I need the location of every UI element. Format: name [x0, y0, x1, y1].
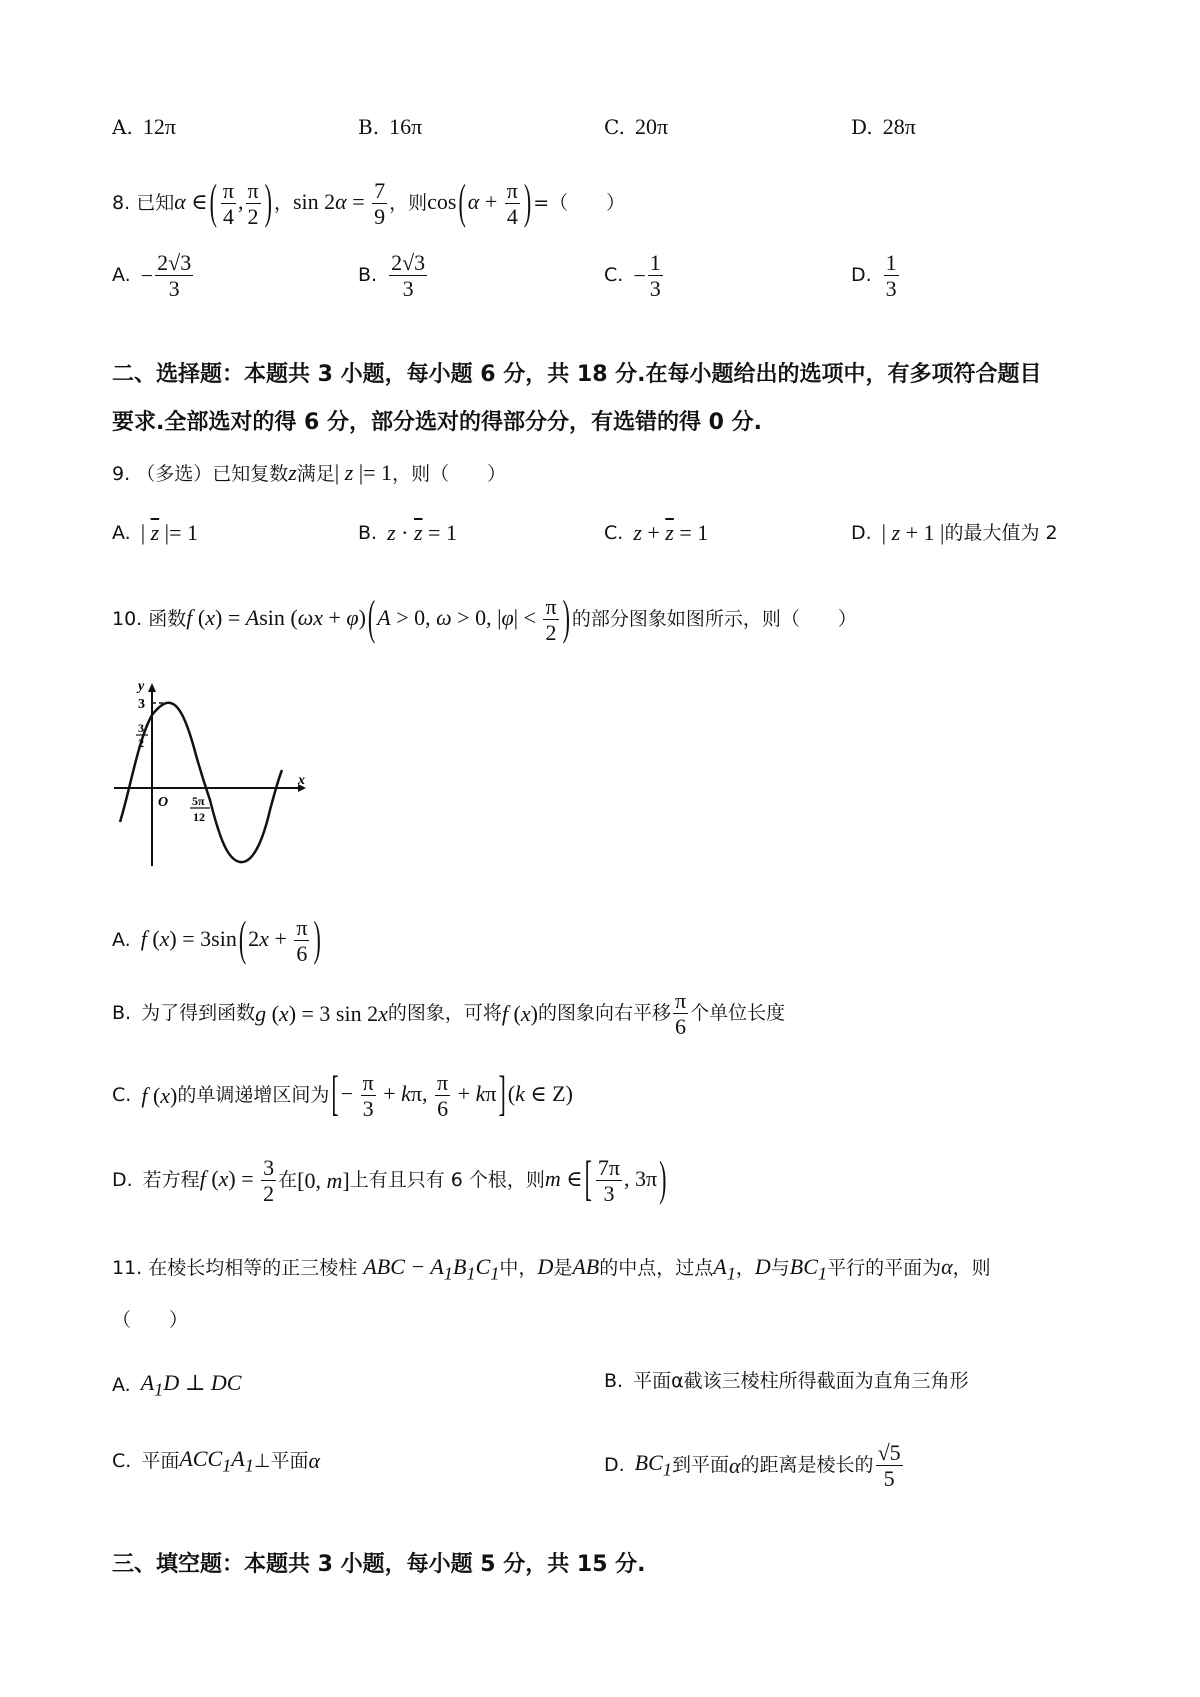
option-key: A.	[112, 929, 131, 952]
option-value: 12π	[142, 114, 176, 139]
q7-option-a	[112, 116, 176, 138]
q9-option-d	[851, 522, 1058, 544]
q8-tail: =（ ）	[533, 192, 626, 215]
option-key: A.	[112, 264, 131, 287]
q9-option-a	[112, 522, 198, 544]
option-text: 平面α截该三棱柱所得截面为直角三角形	[633, 1370, 969, 1392]
option-fraction: $\frac{2√3}{3}$	[391, 250, 426, 302]
option-key: C.	[112, 1449, 132, 1472]
option-key: B.	[358, 521, 378, 544]
option-expr: $z \cdot \overline{z} = 1$	[387, 520, 457, 545]
option-expr: g (x) = 3 sin 2x	[255, 1000, 388, 1026]
option-text: 平面	[141, 1449, 180, 1472]
option-key: D.	[112, 1169, 133, 1192]
option-key: A.	[112, 1373, 131, 1396]
option-expr: [0, m]	[297, 1167, 350, 1193]
q8-cos: cos(α + $\frac{\pi}{4}$ )	[427, 173, 532, 230]
q8-then: ，则	[389, 192, 428, 215]
y-tick-3: 3	[138, 697, 145, 712]
option-expr: f (x) = 3sin(2x + $\frac{\pi}{6}$ )	[140, 910, 321, 967]
section-2-heading-line1: 二、选择题：本题共 3 小题，每小题 6 分，共 18 分.在每小题给出的选项中，有多项符合题目	[112, 362, 1042, 387]
q11-stem: 11. 在棱长均相等的正三棱柱 ABC − $A_1B_1C_1$中，D是AB的中点，过点$A_1$，D与$BC_1$平行的平面为α，则	[112, 1254, 991, 1284]
q7-option-b	[358, 116, 422, 138]
q8-alpha-in: α ∈( $\frac{\pi}{4}$ , $\frac{\pi}{2}$ )	[174, 173, 272, 230]
q8-mid: ，	[273, 192, 293, 215]
sine-graph	[108, 680, 308, 870]
option-expr: | $\overline{z}$ |= 1	[140, 520, 198, 545]
option-text: ⊥平面	[253, 1449, 309, 1472]
y-tick-half-den: 2	[138, 736, 144, 750]
option-expr: m ∈[ $\frac{7\pi}{3}$ , 3π)	[544, 1150, 667, 1207]
option-expr: α	[308, 1448, 321, 1474]
option-expr: $BC_1$	[634, 1450, 672, 1480]
option-value: 16π	[389, 114, 423, 139]
option-expr: f (x)	[141, 1082, 178, 1108]
option-text: 个单位长度	[690, 1002, 786, 1025]
x-axis-label: x	[298, 773, 305, 788]
option-interval: [− $\frac{\pi}{3}$ + kπ, $\frac{\pi}{6}$ + kπ](k ∈ Z)	[331, 1065, 573, 1122]
option-expr: α	[728, 1452, 741, 1478]
q11-alpha: α	[941, 1254, 953, 1279]
q11-text: 平行的平面为	[827, 1257, 942, 1279]
q11-option-d	[604, 1440, 905, 1492]
q11-bc1: $BC_1$	[789, 1254, 828, 1284]
q10-number: 10.	[112, 608, 143, 631]
option-key: D.	[851, 264, 872, 287]
option-text: 的距离是棱长的	[740, 1454, 874, 1477]
q11-text: 中，	[499, 1257, 538, 1279]
option-key: D.	[604, 1454, 625, 1477]
option-text: 的图象向右平移	[537, 1002, 671, 1025]
q8-option-c	[604, 250, 665, 302]
section-2-heading-line2: 要求.全部选对的得 6 分，部分选对的得部分分，有选错的得 0 分.	[112, 410, 762, 435]
option-expr: f (x)	[501, 1000, 538, 1026]
q11-prism: ABC − $A_1B_1C_1$	[363, 1254, 500, 1284]
option-key: C.	[604, 521, 624, 544]
q11-text: 与	[770, 1257, 790, 1279]
option-key: B.	[604, 1370, 624, 1392]
q9-stem	[112, 462, 506, 484]
option-sign: −	[633, 262, 646, 288]
x-tick-num: 5π	[192, 794, 205, 808]
q11-ab: AB	[572, 1254, 600, 1279]
section-3-heading: 三、填空题：本题共 3 小题，每小题 5 分，共 15 分.	[112, 1552, 646, 1577]
q10-function: f (x) = Asin (ωx + φ)(A > 0, ω > 0, |φ| < $\frac{\pi}{2}$ )	[186, 589, 570, 646]
option-expr: $ACC_1A_1$	[179, 1446, 254, 1476]
q11-text: 的中点，过点	[599, 1257, 714, 1279]
q10-option-d	[112, 1150, 668, 1207]
option-fraction: $\frac{\pi}{6}$	[674, 988, 687, 1040]
q9-text: 满足	[296, 463, 335, 485]
q10-stem	[112, 589, 857, 646]
q11-number: 11.	[112, 1257, 143, 1279]
y-tick-half-num: 3	[138, 721, 144, 735]
option-expr: $z + \overline{z} = 1$	[633, 520, 709, 545]
option-value: 28π	[882, 114, 916, 139]
option-expr: f (x) = $\frac{3}{2}$	[199, 1155, 275, 1207]
q7-option-d	[851, 116, 916, 138]
origin-label: O	[158, 795, 169, 810]
q8-option-b	[358, 250, 429, 302]
q9-text: ，则（ ）	[392, 463, 507, 485]
option-text: 的最大值为 2	[944, 521, 1058, 544]
option-value: 20π	[634, 114, 669, 139]
q8-sin: sin 2α = $\frac{7}{9}$	[292, 178, 386, 230]
q11-d: D	[537, 1254, 554, 1279]
q8-stem	[112, 173, 626, 230]
option-text: 为了得到函数	[141, 1002, 256, 1025]
y-axis-label: y	[138, 680, 145, 694]
q11-a1: $A_1$	[713, 1254, 736, 1284]
x-tick-den: 12	[193, 810, 205, 824]
q11-option-b	[604, 1372, 969, 1391]
q10-lead: 函数	[148, 608, 187, 631]
q9-option-c	[604, 522, 708, 544]
q11-paren: （ ）	[112, 1309, 189, 1331]
option-fraction: $\frac{2√3}{3}$	[157, 250, 192, 302]
option-sign: −	[140, 262, 154, 288]
option-key: B.	[358, 115, 380, 139]
q11-text: 在棱长均相等的正三棱柱	[148, 1257, 358, 1279]
q9-option-b	[358, 522, 457, 544]
option-text: 的单调递增区间为	[177, 1084, 330, 1107]
q10-option-b	[112, 988, 785, 1040]
q8-number: 8.	[112, 192, 131, 215]
option-fraction: $\frac{1}{3}$	[885, 250, 897, 302]
option-text: 到平面	[671, 1454, 729, 1477]
q8-option-d	[851, 250, 901, 302]
option-fraction: $\frac{1}{3}$	[649, 250, 661, 302]
q11-option-a	[112, 1372, 241, 1399]
q11-option-c	[112, 1448, 320, 1475]
q8-option-a	[112, 250, 195, 302]
option-fraction: $\frac{√5}{5}$	[877, 1440, 901, 1492]
q9-condition: | z |= 1	[334, 460, 393, 485]
option-key: D.	[851, 521, 872, 544]
q10-option-c	[112, 1065, 573, 1122]
option-key: B.	[358, 264, 378, 287]
option-expr: $A_1D$ ⊥ DC	[140, 1370, 242, 1400]
q10-tail: 的部分图象如图所示，则（ ）	[571, 608, 857, 631]
option-text: 若方程	[142, 1169, 200, 1192]
option-expr: | z + 1 |	[881, 520, 945, 545]
option-key: C.	[112, 1084, 132, 1107]
option-key: C.	[604, 264, 624, 287]
q9-text: （多选）已知复数	[136, 463, 289, 485]
q11-text: 是	[553, 1257, 573, 1279]
q9-z: z	[288, 460, 297, 485]
option-key: C.	[604, 115, 625, 139]
option-key: A.	[112, 115, 133, 139]
q10-option-a	[112, 910, 323, 967]
option-text: 上有且只有 6 个根，则	[349, 1169, 545, 1192]
q11-text: ，则	[952, 1257, 991, 1279]
option-text: 在	[278, 1169, 298, 1192]
option-key: A.	[112, 521, 131, 544]
q7-option-c	[604, 116, 668, 138]
q11-d: D	[754, 1254, 771, 1279]
option-key: B.	[112, 1002, 132, 1025]
q9-number: 9.	[112, 463, 131, 485]
q8-lead: 已知	[136, 192, 175, 215]
option-text: 的图象，可将	[387, 1002, 502, 1025]
option-key: D.	[851, 115, 873, 139]
